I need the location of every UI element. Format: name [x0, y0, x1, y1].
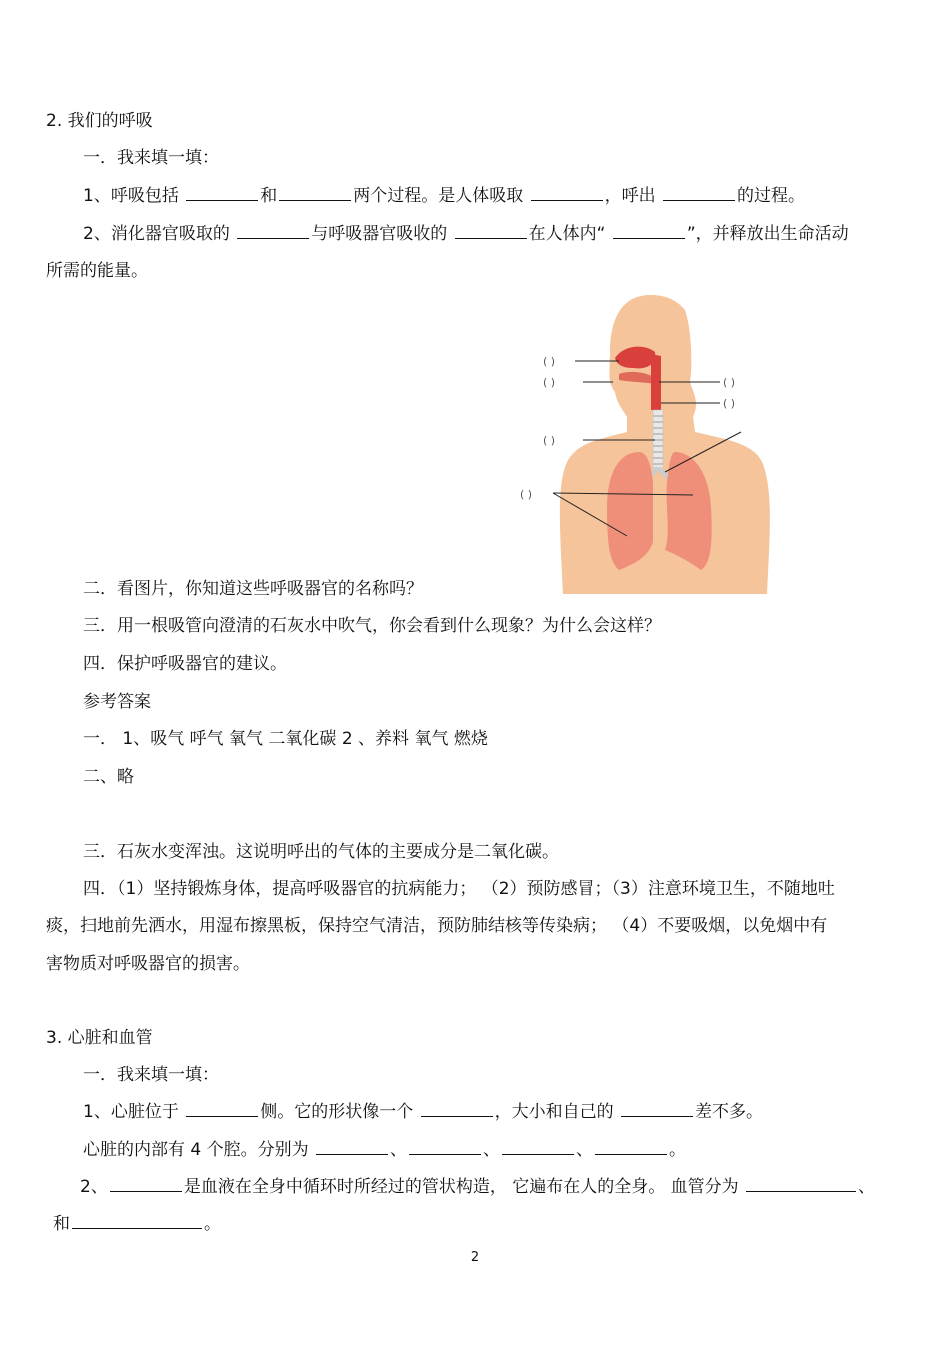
blank[interactable]	[455, 222, 527, 239]
text: 差不多。	[695, 1102, 764, 1122]
blank[interactable]	[237, 222, 309, 239]
blank[interactable]	[746, 1175, 856, 1192]
answer-2: 二、略	[83, 767, 134, 787]
fill-question-1	[83, 1100, 763, 1124]
question-heading: 一．我来填一填：	[83, 148, 219, 168]
text: 2、	[80, 1177, 108, 1197]
text: 。	[669, 1140, 687, 1160]
text: 、	[576, 1140, 594, 1160]
text: 在人体内“	[528, 224, 606, 244]
text: ”，并释放出生命活动	[686, 224, 849, 244]
blank[interactable]	[621, 1100, 693, 1117]
text: ，呼出	[604, 186, 656, 206]
answer-4-cont: 害物质对呼吸器官的损害。	[46, 954, 250, 974]
question-heading: 一．我来填一填：	[83, 1065, 219, 1085]
blank[interactable]	[316, 1138, 388, 1155]
text: 1、呼吸包括	[83, 186, 179, 206]
text-line: 所需的能量。	[46, 261, 148, 281]
text: 和	[260, 186, 278, 206]
section-title: 3. 心脏和血管	[46, 1028, 153, 1048]
blank[interactable]	[531, 184, 603, 201]
fill-question-chambers	[83, 1138, 686, 1162]
answer-4-cont: 痰，扫地前先洒水，用湿布擦黑板，保持空气清洁，预防肺结核等传染病； （4）不要吸烟，以免烟中有	[46, 916, 828, 936]
blank[interactable]	[279, 184, 351, 201]
text: 心脏的内部有 4 个腔。分别为	[83, 1140, 309, 1160]
answer-3: 三．石灰水变浑浊。这说明呼出的气体的主要成分是二氧化碳。	[83, 842, 559, 862]
answer-1: 一． 1、吸气 呼气 氧气 二氧化碳 2 、养料 氧气 燃烧	[83, 729, 488, 749]
blank[interactable]	[409, 1138, 481, 1155]
fill-question-1	[83, 184, 805, 208]
label-blank[interactable]: ( )	[543, 434, 556, 447]
question-3: 三．用一根吸管向澄清的石灰水中吹气，你会看到什么现象？为什么会这样？	[83, 616, 661, 636]
text: 、	[390, 1140, 408, 1160]
text: 1、心脏位于	[83, 1102, 179, 1122]
fill-question-2-cont	[53, 1212, 221, 1236]
blank[interactable]	[613, 222, 685, 239]
question-2: 二．看图片，你知道这些呼吸器官的名称吗？	[83, 579, 423, 599]
text: 是血液在全身中循环时所经过的管状构造， 它遍布在人的全身。 血管分为	[183, 1177, 739, 1197]
text: ，大小和自己的	[494, 1102, 614, 1122]
label-blank[interactable]: ( )	[723, 376, 736, 389]
text: 、	[483, 1140, 501, 1160]
blank[interactable]	[186, 1100, 258, 1117]
label-blank[interactable]: ( )	[543, 355, 556, 368]
blank[interactable]	[663, 184, 735, 201]
text: 与呼吸器官吸收的	[311, 224, 448, 244]
blank[interactable]	[72, 1212, 202, 1229]
blank[interactable]	[595, 1138, 667, 1155]
label-blank[interactable]: ( )	[520, 488, 533, 501]
label-blank[interactable]: ( )	[723, 397, 736, 410]
answer-heading: 参考答案	[83, 692, 151, 712]
answer-4: 四．（1）坚持锻炼身体，提高呼吸器官的抗病能力； （2）预防感冒；（3）注意环境卫生，不随地吐	[83, 879, 835, 899]
section-title: 2. 我们的呼吸	[46, 111, 153, 131]
page-number: 2	[470, 1250, 480, 1265]
text: 侧。它的形状像一个	[260, 1102, 414, 1122]
label-blank[interactable]: ( )	[543, 376, 556, 389]
question-4: 四．保护呼吸器官的建议。	[83, 654, 287, 674]
fill-question-2	[83, 222, 849, 246]
fill-question-2	[80, 1175, 875, 1199]
body-silhouette	[560, 295, 770, 594]
text: 2、消化器官吸取的	[83, 224, 230, 244]
text: 两个过程。是人体吸取	[353, 186, 524, 206]
respiratory-system-diagram	[515, 292, 775, 594]
text: 、	[858, 1177, 876, 1197]
text: 和	[53, 1214, 70, 1234]
blank[interactable]	[502, 1138, 574, 1155]
blank[interactable]	[421, 1100, 493, 1117]
blank[interactable]	[186, 184, 258, 201]
trachea	[653, 410, 663, 468]
text: 。	[204, 1214, 221, 1234]
text: 的过程。	[737, 186, 806, 206]
blank[interactable]	[110, 1175, 182, 1192]
